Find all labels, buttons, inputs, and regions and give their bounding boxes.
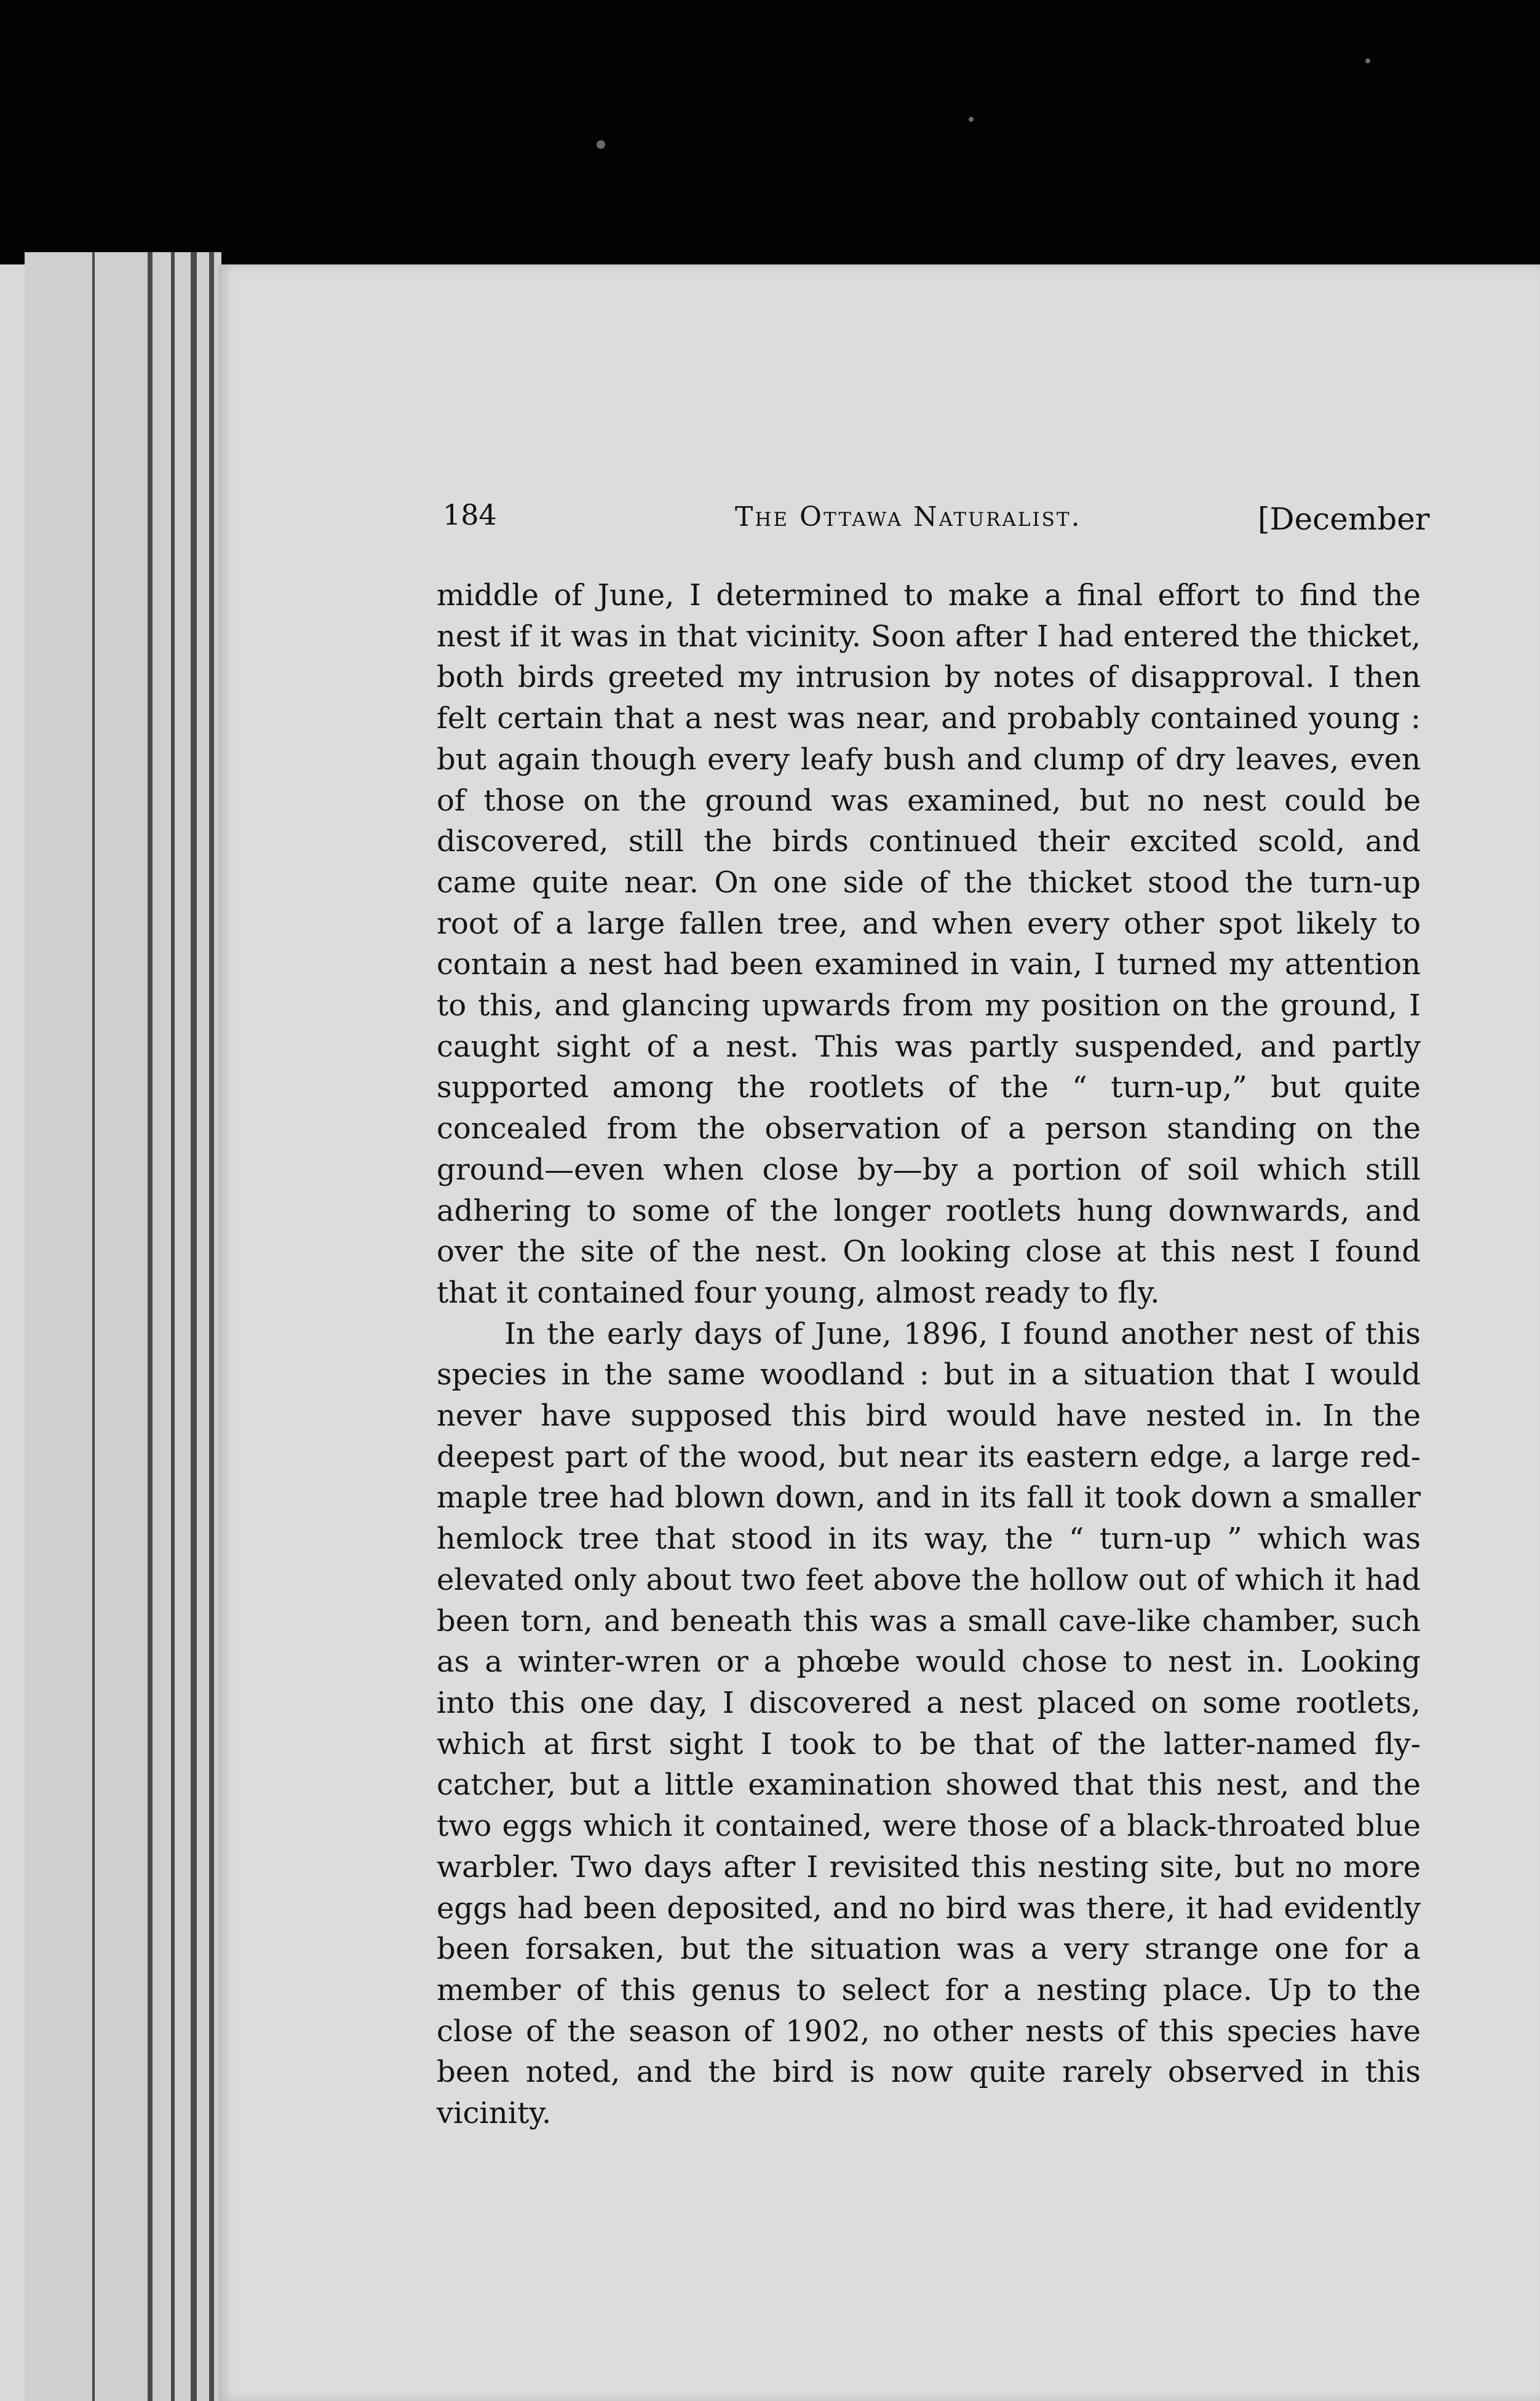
left-paper-edge — [0, 264, 25, 2401]
page-number: 184 — [443, 498, 497, 531]
dust-speck — [969, 117, 974, 122]
page-edge-line — [171, 252, 175, 2401]
page-edge-line — [148, 252, 153, 2401]
page-stack-edges — [25, 252, 221, 2401]
dust-speck — [597, 140, 605, 149]
paragraph: middle of June, I determined to make a final effort to find the nest if it was in that vicinity. Soon after I had entered the thicket, both birds greeted my intrusion by notes of disapproval. I then felt certain that a nest was near, and probably contained young : but again though every leafy bush and clump of dry leaves, even of those on the ground was examined, but no nest could be discovered, still the birds continued their excited scold, and came quite near. On one side of the thicket stood the turn-up root of a large fallen tree, and when every other spot likely to contain a nest had been examined in vain, I turned my attention to this, and glancing upwards from my position on the ground, I caught sight of a nest. This was partly suspended, and partly supported among the rootlets of the “ turn-up,” but quite concealed from the observation of a person standing on the ground—even when close by—by a portion of soil which still adhering to some of the longer rootlets hung downwards, and over the site of the nest. On looking close at this nest I found that it contained four young, almost ready to fly. — [437, 578, 1421, 1310]
article-text — [437, 575, 1421, 2134]
page-edge-line — [209, 252, 214, 2401]
page-edge-line — [92, 252, 95, 2401]
paragraph: In the early days of June, 1896, I found another nest of this species in the same woodland : but in a situation that I would never have supposed this bird would have nested in. In the deepest part of the wood, but near its eastern edge, a large red-maple tree had blown down, and in its fall it took down a smaller hemlock tree that stood in its way, the “ turn-up ” which was elevated only about two feet above the hollow out of which it had been torn, and beneath this was a small cave-like chamber, such as a winter-wren or a phœbe would chose to nest in. Looking into this one day, I discovered a nest placed on some rootlets, which at first sight I took to be that of the latter-named fly-catcher, but a little examination showed that this nest, and the two eggs which it contained, were those of a black-throated blue warbler. Two days after I revisited this nesting site, but no more eggs had been deposited, and no bird was there, it had evidently been forsaken, but the situation was a very strange one for a member of this genus to select for a nesting place. Up to the close of the season of 1902, no other nests of this species have been noted, and the bird is now quite rarely observed in this vicinity. — [437, 1316, 1421, 2131]
running-title: The Ottawa Naturalist. — [735, 501, 1082, 533]
section-month: [December — [1258, 501, 1430, 537]
page-edge-line — [191, 252, 197, 2401]
dust-speck — [1365, 58, 1370, 63]
